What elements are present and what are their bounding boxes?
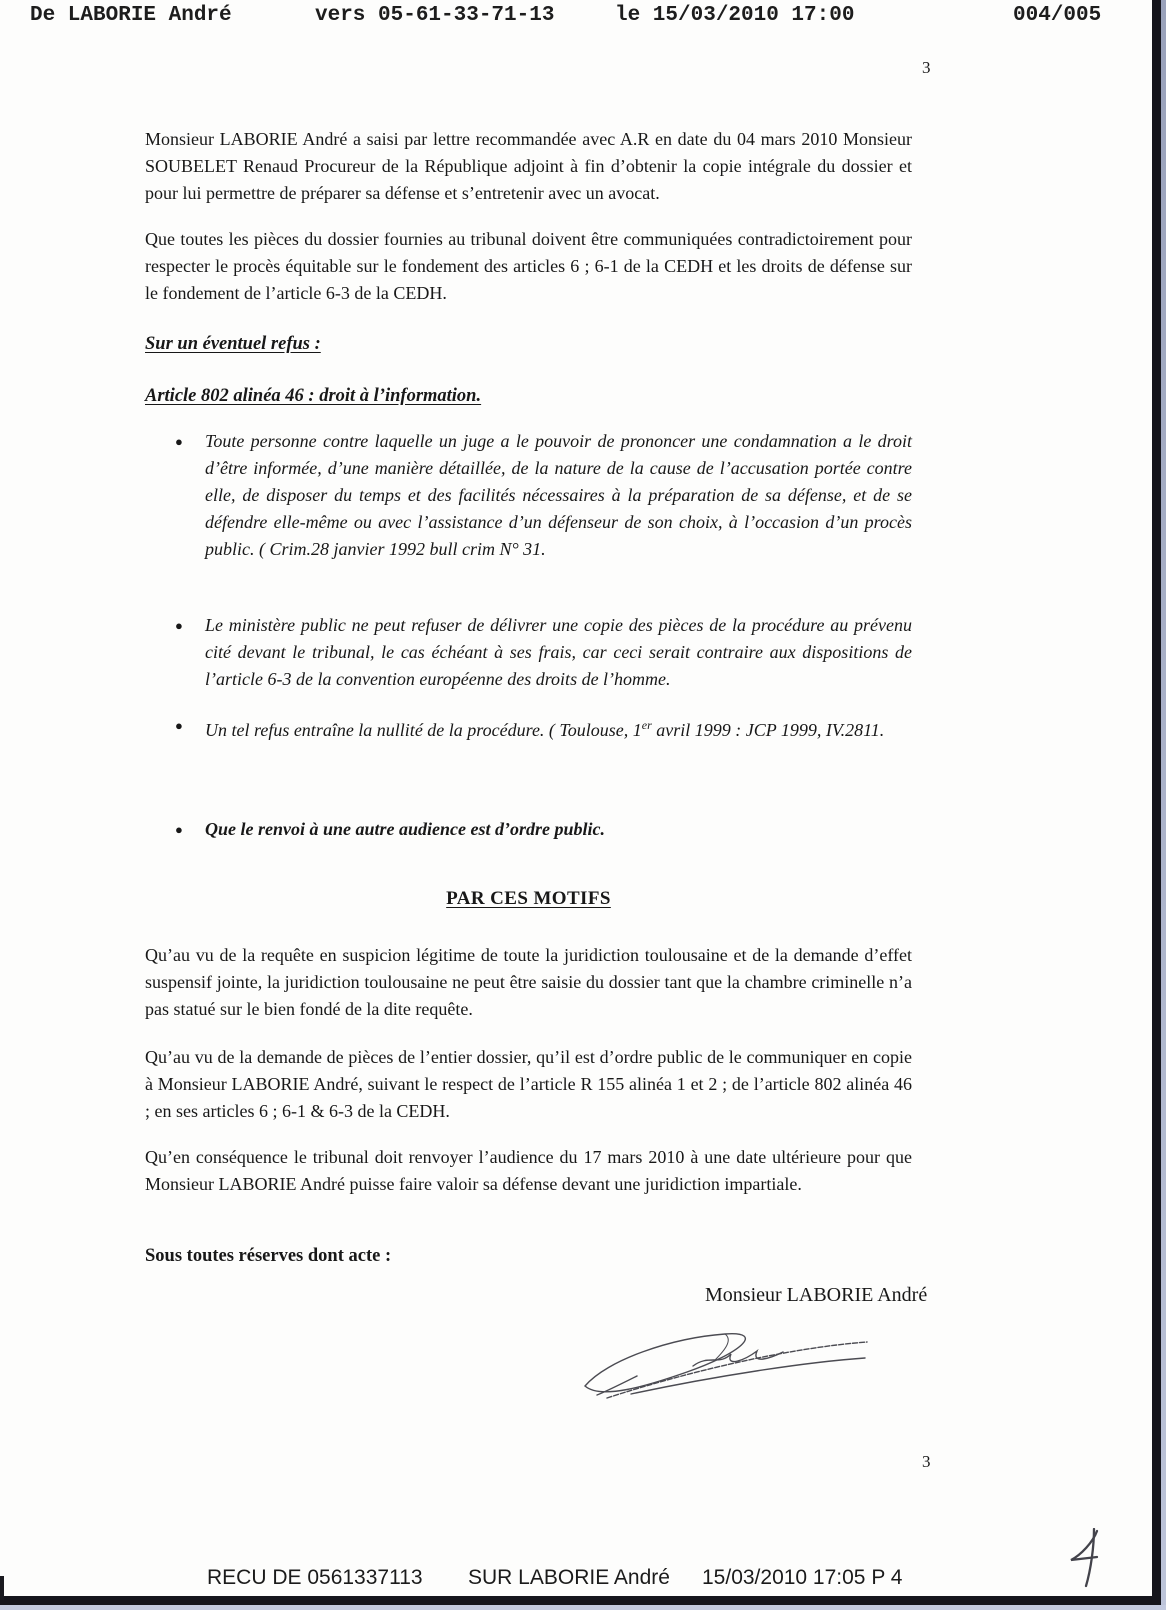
footer-recipient: SUR LABORIE André (468, 1566, 670, 1589)
scan-edge-bottom-left (0, 1576, 4, 1600)
bullet-icon: ● (175, 618, 183, 633)
signatory-name: Monsieur LABORIE André (705, 1284, 928, 1306)
bullet-item-renvoi (145, 816, 912, 843)
bullet-text: Toute personne contre laquelle un juge a le pouvoir de prononcer une condamnation a le droit d’être informée, d’une manière détaillée, de la nature de la cause de l’accusation portée contre elle, de disposer du temps et des facilités nécessaires à la préparation de sa défense, et de se défendre elle-même ou avec l’assistance d’un défenseur de son choix, à l’occasion d’un procès public. ( Crim.28 janvier 1992 bull crim N° 31. (205, 431, 912, 559)
paragraph-demande-pieces: Qu’au vu de la demande de pièces de l’entier dossier, qu’il est d’ordre public de le communiquer en copie à Monsieur LABORIE André, suivant le respect de l’article R 155 alinéa 1 et 2 ; de l’article 802 alinéa 46 ; en ses articles 6 ; 6-1 & 6-3 de la CEDH. (145, 1047, 912, 1121)
bullet-text-start: Un tel refus entraîne la nullité de la procédure. ( Toulouse, 1 (205, 720, 642, 740)
ordinal-superscript: er (641, 718, 652, 732)
bullet-text-end: avril 1999 : JCP 1999, IV.2811. (651, 720, 885, 740)
page-number-top: 3 (922, 58, 931, 77)
footer-datetime: 15/03/2010 17:05 P 4 (702, 1566, 903, 1589)
reserves-line: Sous toutes réserves dont acte : (145, 1246, 392, 1266)
bullet-text: Que le renvoi à une autre audience est d’ordre public. (205, 819, 605, 839)
fax-sender: De LABORIE André (30, 4, 232, 27)
section-heading-refus: Sur un éventuel refus : (145, 334, 321, 354)
reception-footer (0, 1566, 1166, 1592)
scan-edge-bottom-shadow (0, 1605, 1166, 1610)
bullet-item-ministere-public (145, 612, 912, 693)
paragraph-saisine: Monsieur LABORIE André a saisi par lettre recommandée avec A.R en date du 04 mars 2010 Monsieur SOUBELET Renaud Procureur de la République adjoint à fin d’obtenir la copie intégrale du dossier et pour lui permettre de préparer sa défense et s’entretenir avec un avocat. (145, 129, 912, 203)
scan-edge-bottom (0, 1596, 1161, 1605)
fax-header (0, 4, 1166, 34)
motifs-heading: PAR CES MOTIFS (446, 888, 611, 909)
fax-page-counter: 004/005 (1013, 4, 1102, 27)
scan-edge-right (1152, 0, 1161, 1600)
signature-scribble (575, 1310, 875, 1410)
bullet-icon: ● (175, 822, 183, 837)
paragraph-renvoi-audience: Qu’en conséquence le tribunal doit renvoyer l’audience du 17 mars 2010 à une date ultérieure pour que Monsieur LABORIE André puisse faire valoir sa défense devant une juridiction impartiale. (145, 1147, 912, 1194)
fax-datetime: le 15/03/2010 17:00 (615, 4, 855, 27)
scan-edge-right-shadow (1161, 0, 1166, 1610)
bullet-icon: ● (175, 434, 183, 449)
footer-received-from: RECU DE 0561337113 (207, 1566, 423, 1589)
bullet-text (205, 712, 912, 744)
section-heading-article-802: Article 802 alinéa 46 : droit à l’information. (145, 386, 482, 406)
paragraph-suspicion: Qu’au vu de la requête en suspicion légitime de toute la juridiction toulousaine et de la demande d’effet suspensif jointe, la juridiction toulousaine ne peut être saisie du dossier tant que la chambre criminelle n’a pas statué sur le bien fondé de la dite requête. (145, 945, 912, 1019)
bullet-item-nullite (145, 712, 912, 744)
bullet-icon: ● (175, 718, 183, 733)
fax-recipient-number: vers 05-61-33-71-13 (315, 4, 555, 27)
bullet-text: Le ministère public ne peut refuser de délivrer une copie des pièces de la procédure au prévenu cité devant le tribunal, le cas échéant à ses frais, car ceci serait contraire aux dispositions de l’article 6-3 de la convention européenne des droits de l’homme. (205, 615, 912, 689)
paragraph-pieces: Que toutes les pièces du dossier fournies au tribunal doivent être communiquées contradictoirement pour respecter le procès équitable sur le fondement des articles 6 ; 6-1 de la CEDH et les droits de défense sur le fondement de l’article 6-3 de la CEDH. (145, 229, 912, 303)
page-number-bottom: 3 (922, 1452, 931, 1471)
bullet-item-droit-information (145, 428, 912, 563)
